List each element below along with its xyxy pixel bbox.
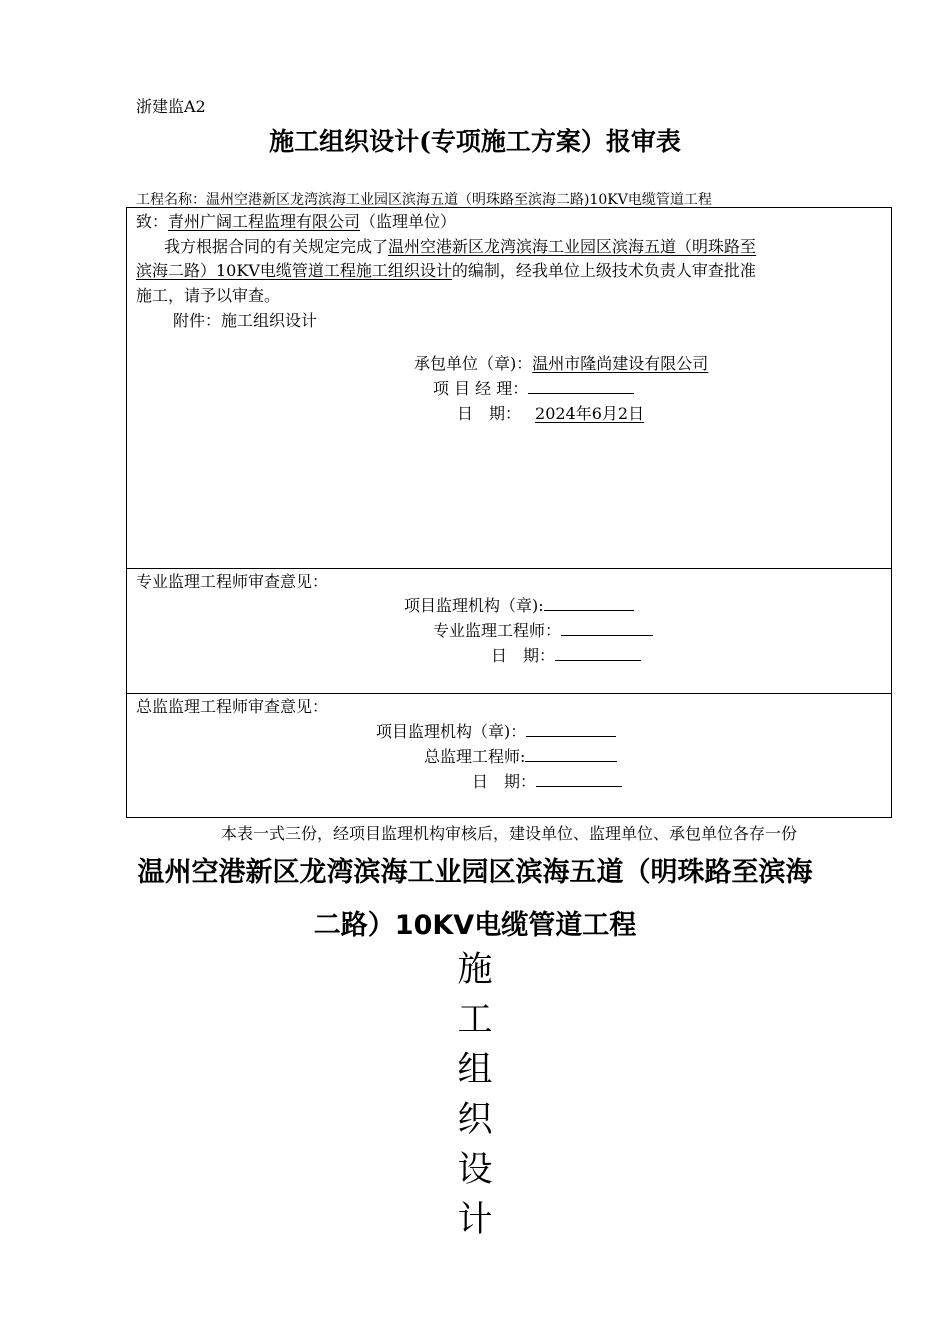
engineer-label: 总监理工程师: bbox=[424, 747, 526, 766]
vertical-title-char: 织 bbox=[457, 1100, 493, 1140]
attachment-line: 附件：施工组织设计 bbox=[173, 311, 318, 330]
divider-2 bbox=[127, 693, 891, 694]
date-value: 2024年6月2日 bbox=[535, 404, 645, 423]
vertical-title-char: 施 bbox=[457, 950, 493, 990]
vertical-title-char: 计 bbox=[457, 1200, 493, 1240]
body-line-3: 施工，请予以审查。 bbox=[136, 286, 281, 305]
chief-date-line bbox=[472, 770, 622, 794]
manager-label: 项 目 经 理： bbox=[433, 379, 529, 398]
date-label: 日 期： bbox=[491, 646, 556, 665]
approval-form-table bbox=[126, 207, 892, 818]
engineer-label: 专业监理工程师： bbox=[433, 621, 562, 640]
org-blank bbox=[526, 721, 616, 737]
date-blank bbox=[536, 771, 622, 787]
addressee-line bbox=[136, 210, 456, 234]
cover-title-line-2: 二路）10KV电缆管道工程 bbox=[313, 910, 637, 941]
chief-engineer-line bbox=[424, 745, 617, 769]
vertical-title-char: 工 bbox=[457, 1000, 493, 1040]
specialist-engineer-line bbox=[433, 619, 653, 643]
date-label: 日 期： bbox=[472, 772, 537, 791]
body-line-2 bbox=[136, 259, 756, 283]
project-reference: 温州空港新区龙湾滨海工业园区滨海五道（明珠路至 bbox=[388, 237, 757, 256]
chief-org-line bbox=[376, 720, 616, 744]
specialist-date-line bbox=[491, 644, 641, 668]
addressee-prefix: 致： bbox=[136, 212, 169, 231]
manager-line bbox=[433, 377, 634, 401]
date-label: 日 期： bbox=[457, 404, 522, 423]
body-text: 我方根据合同的有关规定完成了 bbox=[164, 237, 389, 256]
supervision-unit: 青州广阔工程监理有限公司 bbox=[168, 212, 361, 231]
footnote: 本表一式三份，经项目监理机构审核后，建设单位、监理单位、承包单位各存一份 bbox=[220, 824, 797, 843]
form-code: 浙建监A2 bbox=[136, 97, 206, 116]
cover-title-line-1: 温州空港新区龙湾滨海工业园区滨海五道（明珠路至滨海 bbox=[137, 857, 813, 888]
project-reference: 滨海二路）10KV电缆管道工程施工组织设计 bbox=[136, 261, 452, 280]
contractor-label: 承包单位（章)： bbox=[414, 354, 533, 373]
body-line-1 bbox=[164, 235, 756, 259]
addressee-suffix: （监理单位） bbox=[360, 212, 457, 231]
engineer-blank bbox=[561, 620, 653, 636]
specialist-heading: 专业监理工程师审查意见： bbox=[136, 572, 329, 591]
divider-1 bbox=[127, 568, 891, 569]
vertical-title-char: 组 bbox=[457, 1050, 493, 1090]
manager-blank bbox=[528, 378, 634, 394]
date-blank bbox=[555, 645, 641, 661]
body-text: 的编制，经我单位上级技术负责人审查批准 bbox=[451, 261, 756, 280]
project-name-line: 工程名称：温州空港新区龙湾滨海工业园区滨海五道（明珠路至滨海二路)10KV电缆管道工程 bbox=[136, 192, 712, 208]
specialist-org-line bbox=[404, 594, 634, 618]
engineer-blank bbox=[525, 746, 617, 762]
org-blank bbox=[544, 595, 634, 611]
vertical-title-char: 设 bbox=[457, 1150, 493, 1190]
date-line bbox=[457, 402, 662, 426]
org-label: 项目监理机构（章): bbox=[404, 596, 544, 615]
chief-heading: 总监监理工程师审查意见： bbox=[136, 697, 329, 716]
contractor-value: 温州市隆尚建设有限公司 bbox=[532, 354, 709, 373]
org-label: 项目监理机构（章)： bbox=[376, 722, 527, 741]
form-title: 施工组织设计(专项施工方案）报审表 bbox=[269, 127, 681, 156]
contractor-line bbox=[414, 352, 708, 376]
